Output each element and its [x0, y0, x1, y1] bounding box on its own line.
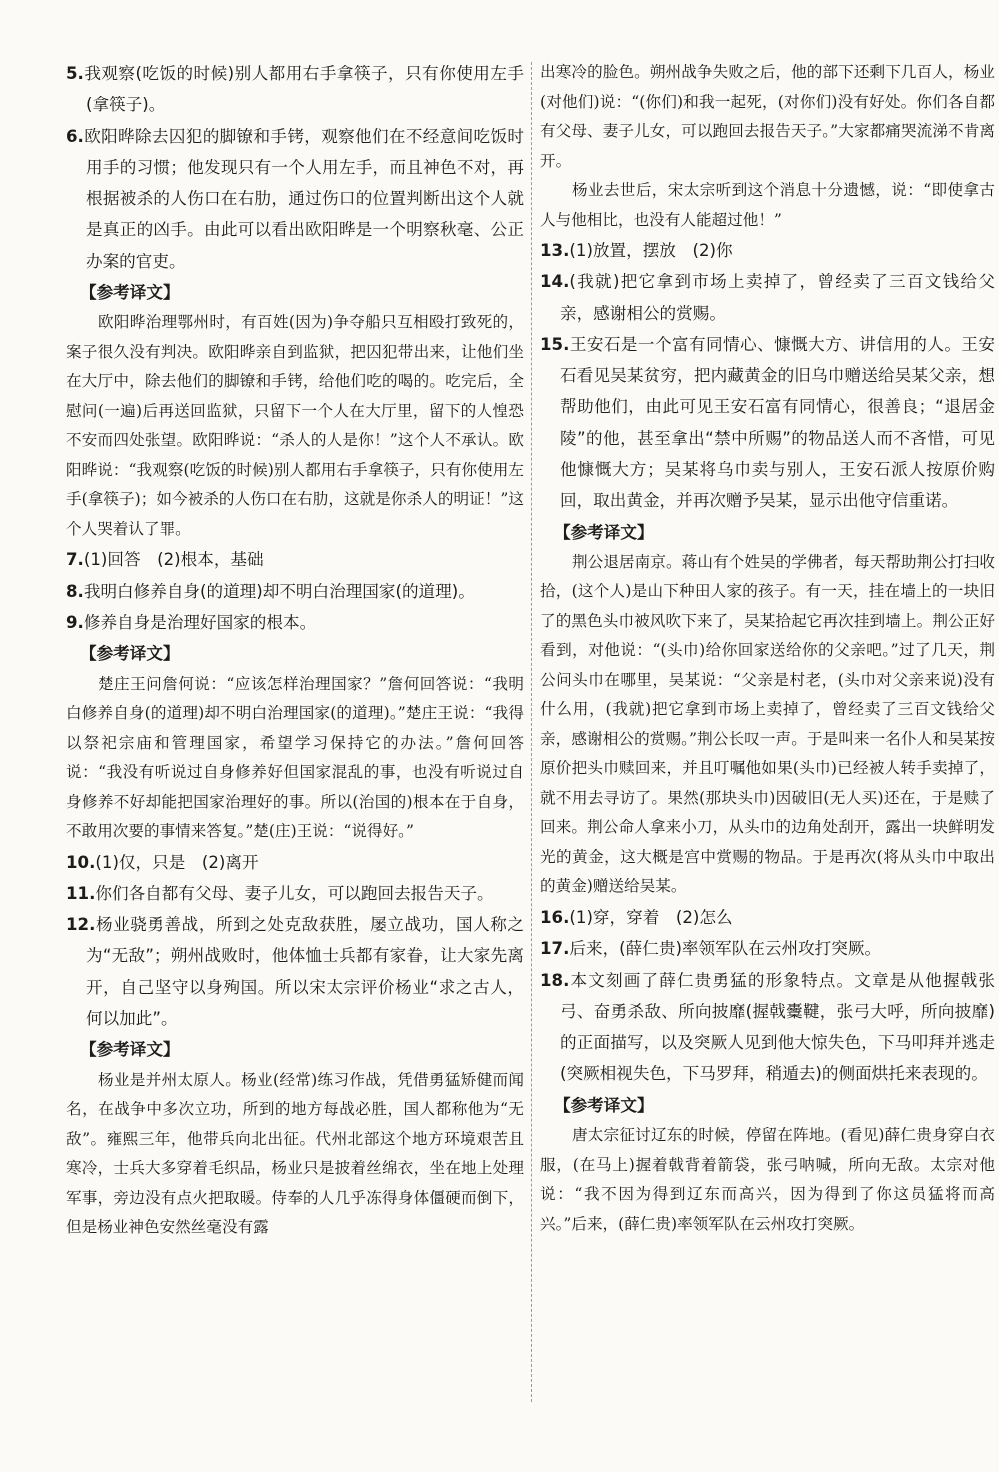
answer-item	[66, 607, 524, 638]
answer-number: 6.	[66, 126, 84, 146]
answer-number: 14.	[540, 272, 570, 292]
translation-paragraph: 欧阳晔治理鄂州时，有百姓(因为)争夺船只互相殴打致死的，案子很久没有判决。欧阳晔亲自到监狱，把囚犯带出来，让他们坐在大厅中，除去他们的脚镣和手铐，给他们吃的喝的。吃完后，全慰问(一遍)后再送回监狱，只留下一个人在大厅里，留下的人惶恐不安而四处张望。欧阳晔说：“杀人的人是你！”这个人不承认。欧阳晔说：“我观察(吃饭的时候)别人都用右手拿筷子，只有你使用左手(拿筷子)；如今被杀的人伤口在右肋，这就是你杀人的明证！”这个人哭着认了罪。	[66, 313, 524, 538]
answer-text: 我观察(吃饭的时候)别人都用右手拿筷子，只有你使用左手(拿筷子)。	[83, 64, 524, 115]
translation-heading: 【参考译文】	[554, 1095, 654, 1115]
answer-number: 5.	[66, 64, 84, 83]
answer-number: 7.	[66, 550, 84, 570]
answer-text: 本文刻画了薛仁贵勇猛的形象特点。文章是从他握戟张弓、奋勇杀敌、所向披靡(握戟櫜鞬，张弓大呼，所向披靡)的正面描写，以及突厥人见到他大惊失色，下马叩拜并逃走(突厥相视失色，下马罗拜，稍遁去)的侧面烘托来表现的。	[560, 970, 995, 1084]
answer-item	[66, 58, 524, 121]
answer-item	[66, 909, 524, 1034]
answer-number: 16.	[540, 907, 570, 927]
answer-text: (1)回答 (2)根本，基础	[83, 550, 264, 570]
answer-text: 欧阳晔除去囚犯的脚镣和手铐，观察他们在不经意间吃饭时用手的习惯；他发现只有一个人用左手，而且神色不对，再根据被杀的人伤口在右肋，通过伤口的位置判断出这个人就是真正的凶手。由此可以看出欧阳晔是一个明察秋毫、公正办案的官吏。	[83, 126, 524, 271]
answer-number: 17.	[540, 939, 570, 959]
translation-paragraph: 楚庄王问詹何说：“应该怎样治理国家？”詹何回答说：“我明白修养自身(的道理)却不明白治理国家(的道理)。”楚庄王说：“我得以祭祀宗庙和管理国家，希望学习保持它的办法。”詹何回答说：“我没有听说过自身修养好但国家混乱的事，也没有听说过自身修养不好却能把国家治理好的事。所以(治国的)根本在于自身，不敢用次要的事情来答复。”楚(庄)王说：“说得好。”	[66, 674, 524, 841]
answer-number: 11.	[66, 883, 96, 903]
answer-text: 你们各自都有父母、妻子儿女，可以跑回去报告天子。	[95, 883, 494, 903]
answer-number: 13.	[540, 241, 570, 260]
translation-heading: 【参考译文】	[80, 1040, 180, 1060]
answer-text: (1)仅，只是 (2)离开	[95, 852, 259, 872]
left-column	[66, 58, 524, 1243]
translation-paragraph: 出寒冷的脸色。朔州战争失败之后，他的部下还剩下几百人，杨业(对他们)说：“(你们)和我一起死，(对你们)没有好处。你们各自都有父母、妻子儿女，可以跑回去报告天子。”大家都痛哭流涕不肯离开。	[540, 63, 995, 170]
translation-paragraph: 荆公退居南京。蒋山有个姓吴的学佛者，每天帮助荆公打扫收拾，(这个人)是山下种田人家的孩子。有一天，挂在墙上的一块旧了的黑色头巾被风吹下来了，吴某拾起它再次挂到墙上。荆公正好看到，对他说：“(头巾)给你回家送给你的父亲吧。”过了几天，荆公问头巾在哪里，吴某说：“父亲是村老，(头巾对父亲来说)没有什么用，(我就)把它拿到市场上卖掉了，曾经卖了三百文钱给父亲，感谢相公的赏赐。”荆公长叹一声。于是叫来一名仆人和吴某按原价把头巾赎回来，并且叮嘱他如果(头巾)已经被人转手卖掉了，就不用去寻访了。果然(那块头巾)因破旧(无人买)还在，于是赎了回来。荆公命人拿来小刀，从头巾的边角处刮开，露出一块鲜明发光的黄金，这大概是宫中赏赐的物品。于是再次(将从头巾中取出的黄金)赠送给吴某。	[540, 552, 995, 896]
answer-item	[540, 902, 995, 933]
translation-heading: 【参考译文】	[554, 522, 654, 542]
translation-paragraph: 唐太宗征讨辽东的时候，停留在阵地。(看见)薛仁贵身穿白衣服，(在马上)握着戟背着箭袋，张弓呐喊，所向无敌。太宗对他说：“我不因为得到辽东而高兴，因为得到了你这员猛将而高兴。”后来，(薛仁贵)率领军队在云州攻打突厥。	[540, 1126, 995, 1233]
answer-number: 9.	[66, 612, 84, 632]
answer-item	[66, 847, 524, 878]
translation-heading: 【参考译文】	[80, 644, 180, 664]
column-divider	[531, 62, 532, 1402]
answer-text: 杨业骁勇善战，所到之处克敌获胜，屡立战功，国人称之为“无敌”；朔州战败时，他体恤士兵都有家眷，让大家先离开，自己坚守以身殉国。所以宋太宗评价杨业“求之古人，何以加此”。	[86, 915, 524, 1029]
translation-paragraph: 杨业去世后，宋太宗听到这个消息十分遗憾，说：“即使拿古人与他相比，也没有人能超过他！”	[540, 181, 995, 229]
translation-paragraph: 杨业是并州太原人。杨业(经常)练习作战，凭借勇猛矫健而闻名，在战争中多次立功，所到的地方每战必胜，国人都称他为“无敌”。雍熙三年，他带兵向北出征。代州北部这个地方环境艰苦且寒冷，士兵大多穿着毛织品，杨业只是披着丝绵衣，坐在地上处理军事，旁边没有点火把取暖。侍奉的人几乎冻得身体僵硬而倒下，但是杨业神色安然丝毫没有露	[66, 1070, 524, 1237]
answer-text: 王安石是一个富有同情心、慷慨大方、讲信用的人。王安石看见吴某贫穷，把内藏黄金的旧乌巾赠送给吴某父亲，想帮助他们，由此可见王安石富有同情心，很善良；“退居金陵”的他，甚至拿出“禁中所赐”的物品送人而不吝惜，可见他慷慨大方；吴某将乌巾卖与别人，王安石派人按原价购回，取出黄金，并再次赠予吴某，显示出他守信重诺。	[560, 334, 995, 511]
answer-item	[66, 121, 524, 277]
answer-item	[540, 235, 995, 266]
answer-text: (1)放置，摆放 (2)你	[569, 241, 733, 260]
answer-item	[540, 933, 995, 964]
answer-number: 18.	[540, 970, 570, 990]
answer-item	[540, 965, 995, 1090]
translation-heading: 【参考译文】	[80, 283, 180, 303]
answer-number: 8.	[66, 581, 84, 601]
answer-text: 修养自身是治理好国家的根本。	[83, 612, 317, 632]
answer-text: (我就)把它拿到市场上卖掉了，曾经卖了三百文钱给父亲，感谢相公的赏赐。	[560, 272, 995, 323]
answer-number: 10.	[66, 852, 96, 872]
answer-item	[66, 576, 524, 607]
answer-item	[66, 878, 524, 909]
answer-text: 我明白修养自身(的道理)却不明白治理国家(的道理)。	[83, 581, 475, 601]
answer-item	[540, 329, 995, 517]
answer-item	[540, 266, 995, 329]
answer-number: 15.	[540, 334, 570, 354]
right-column	[540, 58, 995, 1239]
answer-text: (1)穿，穿着 (2)怎么	[569, 907, 733, 927]
answer-item	[66, 544, 524, 575]
answer-number: 12.	[66, 915, 96, 935]
answer-text: 后来，(薛仁贵)率领军队在云州攻打突厥。	[569, 939, 882, 959]
